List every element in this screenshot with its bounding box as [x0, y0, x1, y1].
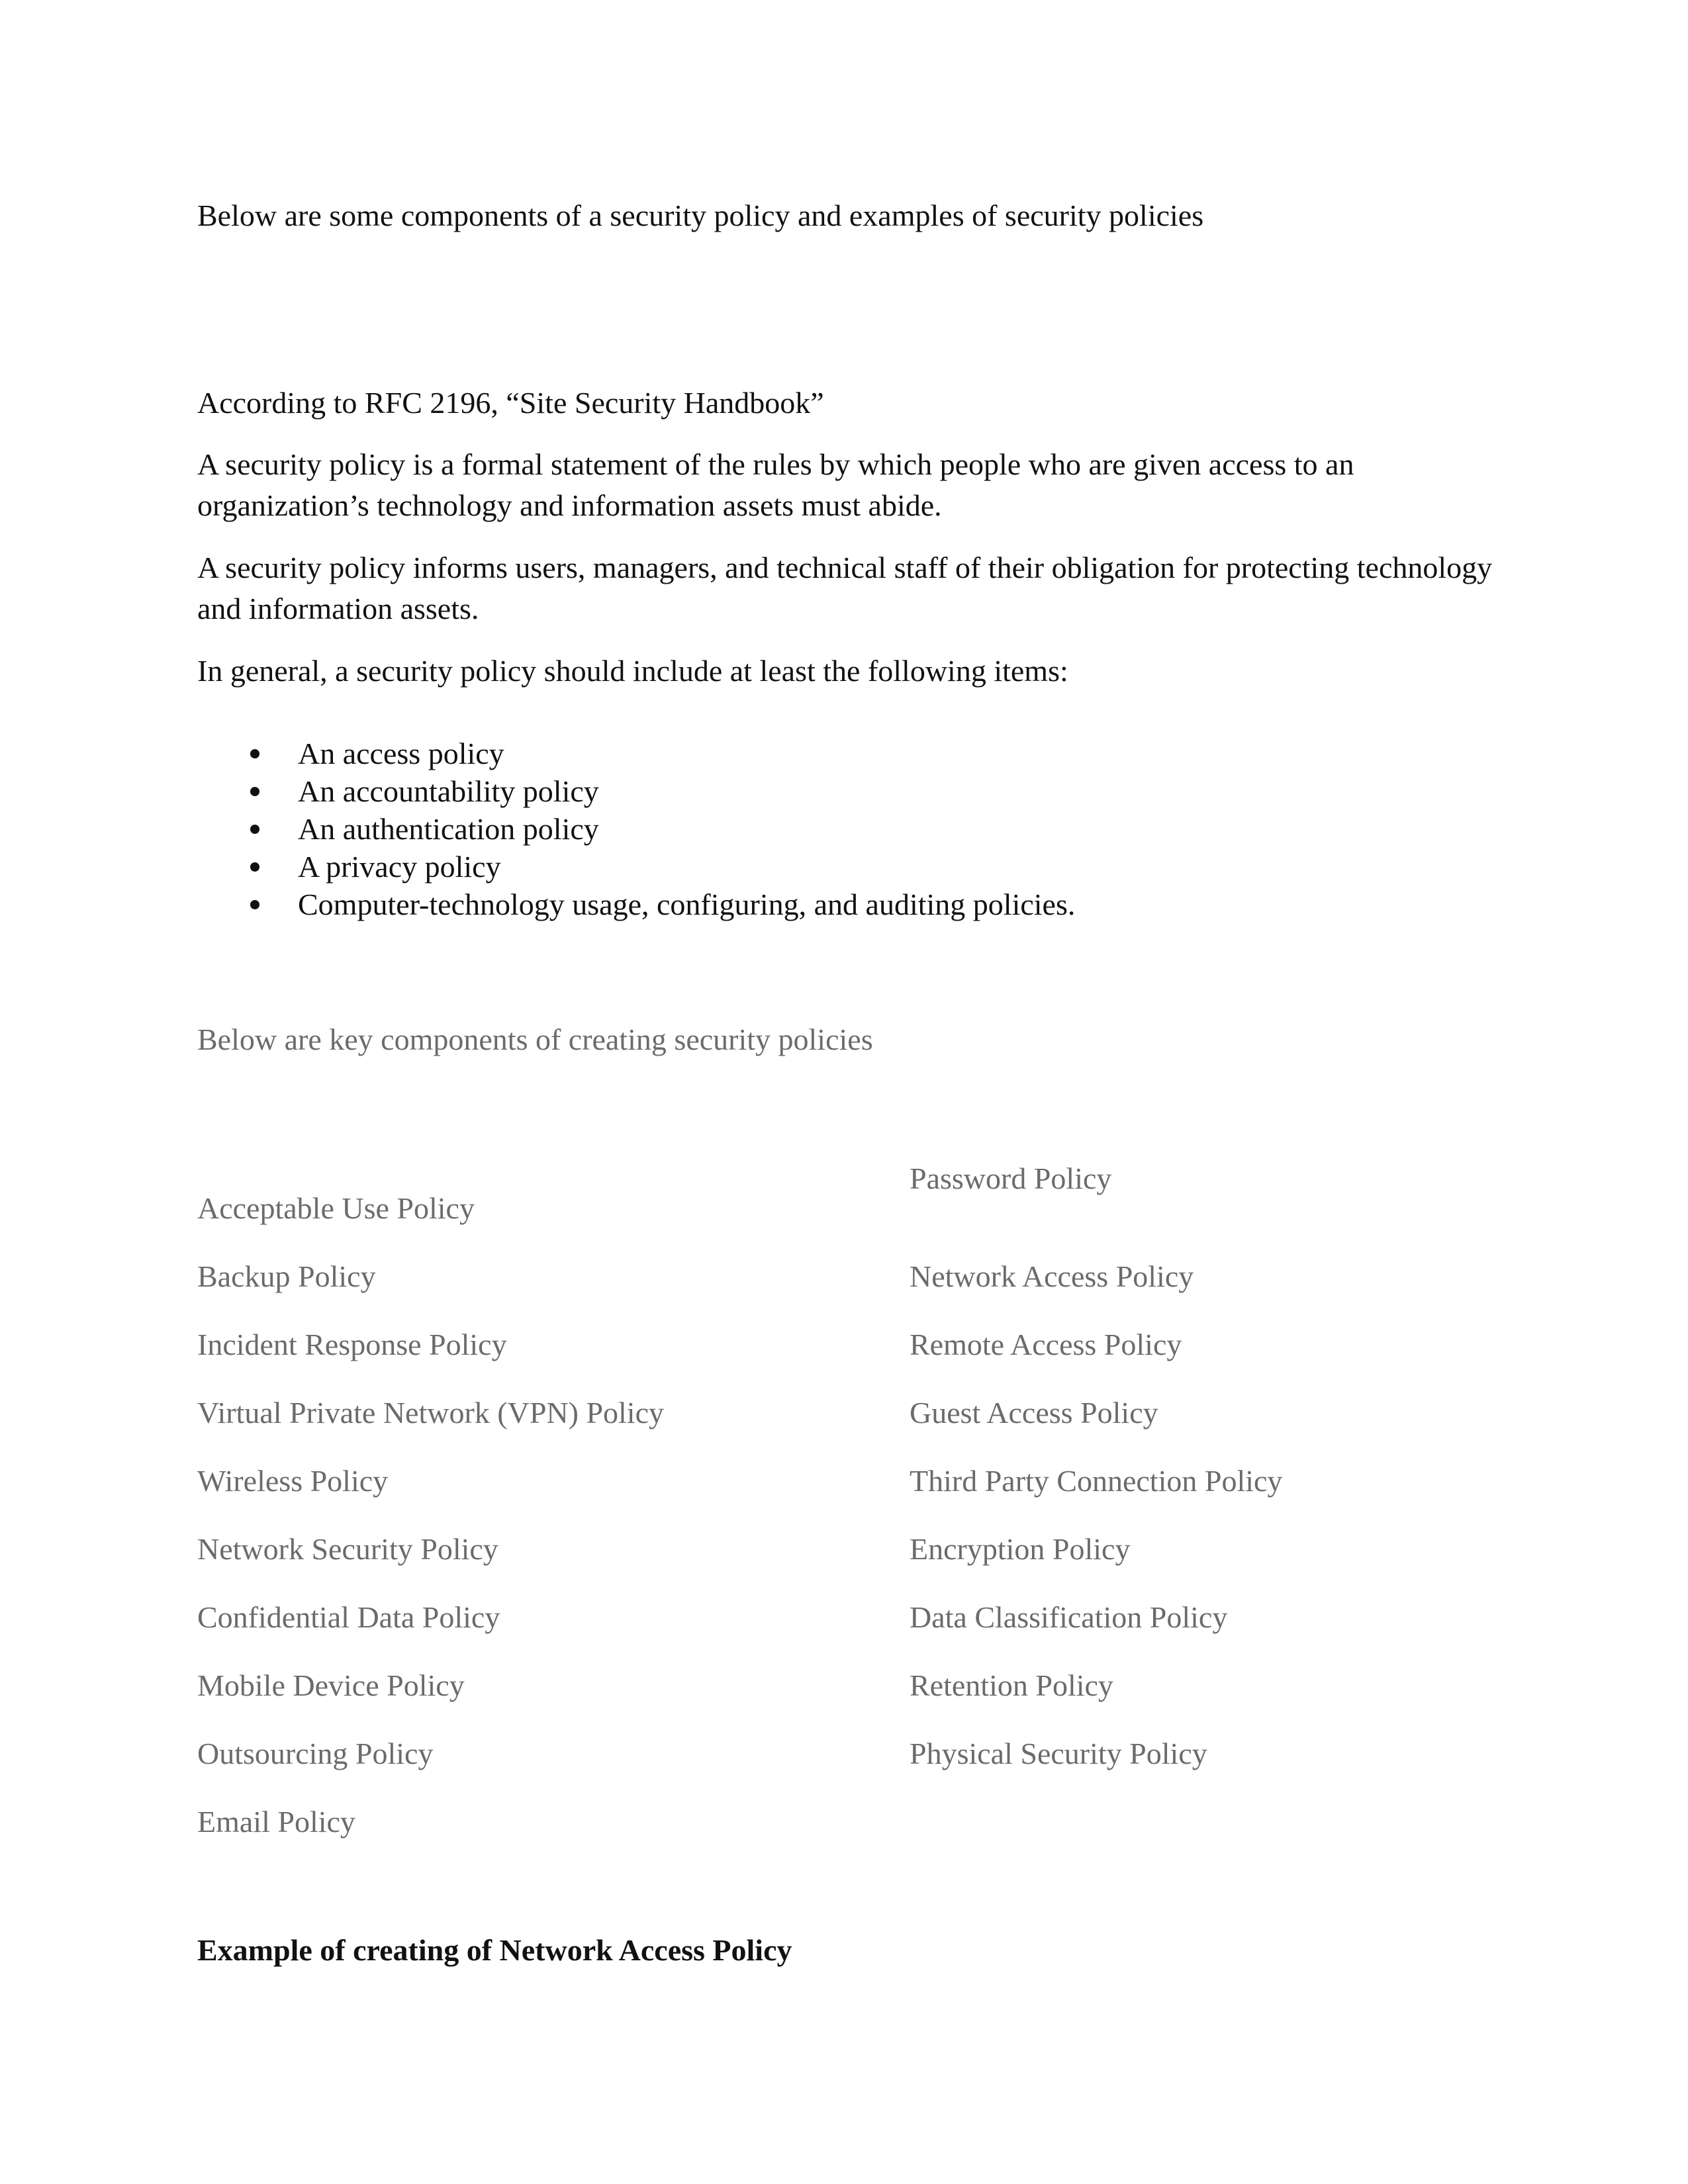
policy-right-password: Password Policy [910, 1161, 1112, 1195]
list-item: An authentication policy [197, 810, 1075, 848]
policy-left-confidential-data: Confidential Data Policy [197, 1600, 500, 1634]
policy-left-email: Email Policy [197, 1805, 355, 1839]
policy-right-physical-security: Physical Security Policy [910, 1737, 1207, 1770]
list-item: An accountability policy [197, 772, 1075, 810]
bullet-icon [250, 787, 259, 796]
policy-left-network-security: Network Security Policy [197, 1532, 498, 1566]
intro-text: Below are some components of a security policy and examples of security policies [197, 199, 1204, 232]
policy-right-network-access: Network Access Policy [910, 1259, 1194, 1293]
required-items-list [197, 735, 1075, 923]
policy-left-mobile-device: Mobile Device Policy [197, 1668, 465, 1702]
bullet-icon [250, 900, 259, 909]
policy-right-third-party: Third Party Connection Policy [910, 1464, 1283, 1498]
list-item: Computer-technology usage, configuring, and auditing policies. [197, 886, 1075, 923]
list-item: An access policy [197, 735, 1075, 772]
policy-left-outsourcing: Outsourcing Policy [197, 1737, 434, 1770]
policy-left-vpn: Virtual Private Network (VPN) Policy [197, 1396, 665, 1430]
policy-right-encryption: Encryption Policy [910, 1532, 1131, 1566]
items-intro: In general, a security policy should include at least the following items: [197, 654, 1068, 688]
policy-right-retention: Retention Policy [910, 1668, 1113, 1702]
policy-left-wireless: Wireless Policy [197, 1464, 389, 1498]
rfc-reference: According to RFC 2196, “Site Security Handbook” [197, 386, 824, 420]
policy-right-remote-access: Remote Access Policy [910, 1328, 1182, 1361]
policy-right-guest-access: Guest Access Policy [910, 1396, 1158, 1430]
policy-left-acceptable-use: Acceptable Use Policy [197, 1191, 475, 1225]
policy-left-incident-response: Incident Response Policy [197, 1328, 507, 1361]
bullet-icon [250, 825, 259, 834]
definition-paragraph: A security policy is a formal statement of the rules by which people who are given access to an organization’s technology and information assets must abide. [197, 447, 1354, 522]
policy-left-backup: Backup Policy [197, 1259, 376, 1293]
example-heading: Example of creating of Network Access Policy [197, 1933, 792, 1967]
policy-right-data-classification: Data Classification Policy [910, 1600, 1228, 1634]
obligation-paragraph: A security policy informs users, managers, and technical staff of their obligation for protecting technology and information assets. [197, 551, 1493, 625]
bullet-icon [250, 862, 259, 872]
key-components-heading: Below are key components of creating security policies [197, 1023, 873, 1056]
list-item: A privacy policy [197, 848, 1075, 886]
bullet-icon [250, 749, 259, 758]
